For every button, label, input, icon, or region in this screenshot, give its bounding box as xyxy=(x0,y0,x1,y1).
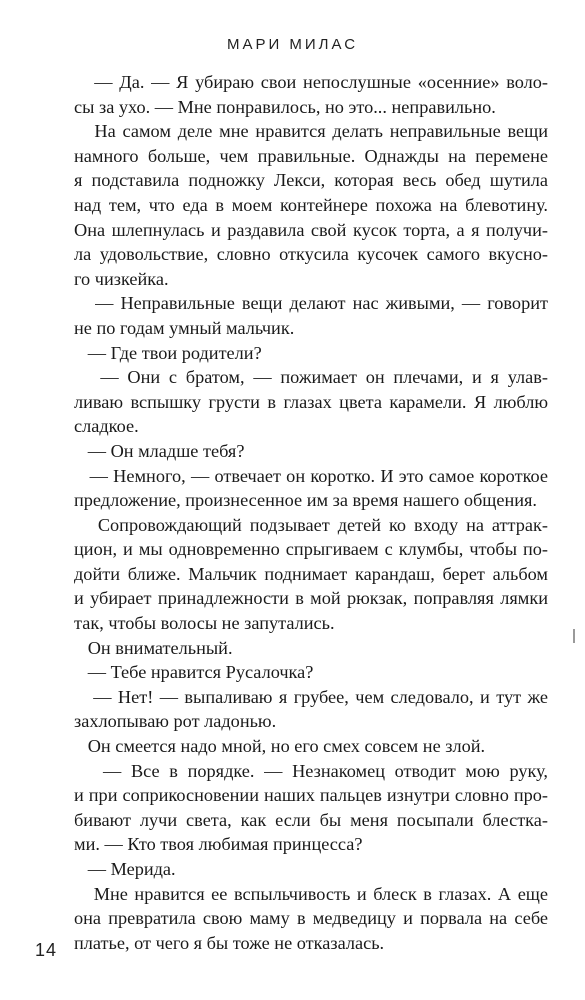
text-line: ливаю вспышку грусти в глазах цвета карамели. Я люблю xyxy=(74,391,548,412)
text-line: — Неправильные вещи делают нас живыми, — говорит xyxy=(74,293,548,314)
text-line: предложение, произнесенное им за время нашего общения. xyxy=(74,490,538,511)
text-line: Он внимательный. xyxy=(74,637,233,658)
text-line: — Они с братом, — пожимает он плечами, и я улав- xyxy=(74,367,548,388)
text-line: — Он младше тебя? xyxy=(74,440,245,461)
text-line: она превратила свою маму в медведицу и порвала на себе xyxy=(74,908,548,929)
text-line: — Мерида. xyxy=(74,859,176,879)
text-line: платье, от чего я бы тоже не отказалась. xyxy=(74,932,385,953)
text-line: бивают лучи света, как если бы меня посыпали блестка- xyxy=(74,809,548,830)
text-line: дойти ближе. Мальчик поднимает карандаш, берет альбом xyxy=(74,563,548,584)
running-header: МАРИ МИЛАС xyxy=(226,36,359,53)
text-line: сы за ухо. — Мне понравилось, но это... неправильно. xyxy=(74,96,496,117)
text-line: — Все в порядке. — Незнакомец отводит мою руку, xyxy=(74,760,548,781)
text-line: ла удовольствие, словно откусила кусочек самого вкусно- xyxy=(74,244,548,265)
page-body-text xyxy=(74,70,548,955)
text-line: На самом деле мне нравится делать неправильные вещи xyxy=(74,121,548,142)
text-line: над тем, что еда в моем контейнере похожа на блевотину. xyxy=(74,194,548,215)
text-line: — Тебе нравится Русалочка? xyxy=(74,662,314,683)
text-line: так, чтобы волосы не запутались. xyxy=(74,613,335,634)
text-line: го чизкейка. xyxy=(74,268,169,289)
text-line: ми. — Кто твоя любимая принцесса? xyxy=(74,834,363,855)
text-line: я подставила подножку Лекси, которая весь обед шутила xyxy=(74,170,548,191)
text-line: Она шлепнулась и раздавила свой кусок торта, а я получи- xyxy=(74,219,548,240)
text-line: намного больше, чем правильные. Однажды на перемене xyxy=(74,145,548,166)
page-number: 14 xyxy=(35,940,58,960)
text-line: сладкое. xyxy=(74,416,139,437)
text-line: и при соприкосновении наших пальцев изнутри словно про- xyxy=(74,785,548,806)
text-line: — Нет! — выпаливаю я грубее, чем следовало, и тут же xyxy=(74,686,548,707)
text-line: — Да. — Я убираю свои непослушные «осенние» воло- xyxy=(74,72,548,92)
text-line: Он смеется надо мной, но его смех совсем не злой. xyxy=(74,736,486,757)
text-line: Сопровождающий подзывает детей ко входу на аттрак- xyxy=(74,514,548,535)
text-line: цион, и мы одновременно спрыгиваем с клумбы, чтобы по- xyxy=(74,539,548,560)
text-line: Мне нравится ее вспыльчивость и блеск в глазах. А еще xyxy=(74,883,548,904)
text-line: — Немного, — отвечает он коротко. И это самое короткое xyxy=(74,465,548,486)
text-line: — Где твои родители? xyxy=(74,342,262,363)
text-line: захлопываю рот ладонью. xyxy=(74,711,277,732)
text-line: и убирает принадлежности в мой рюкзак, поправляя лямки xyxy=(74,588,548,609)
text-line: не по годам умный мальчик. xyxy=(74,317,295,338)
scan-speck xyxy=(573,629,575,643)
